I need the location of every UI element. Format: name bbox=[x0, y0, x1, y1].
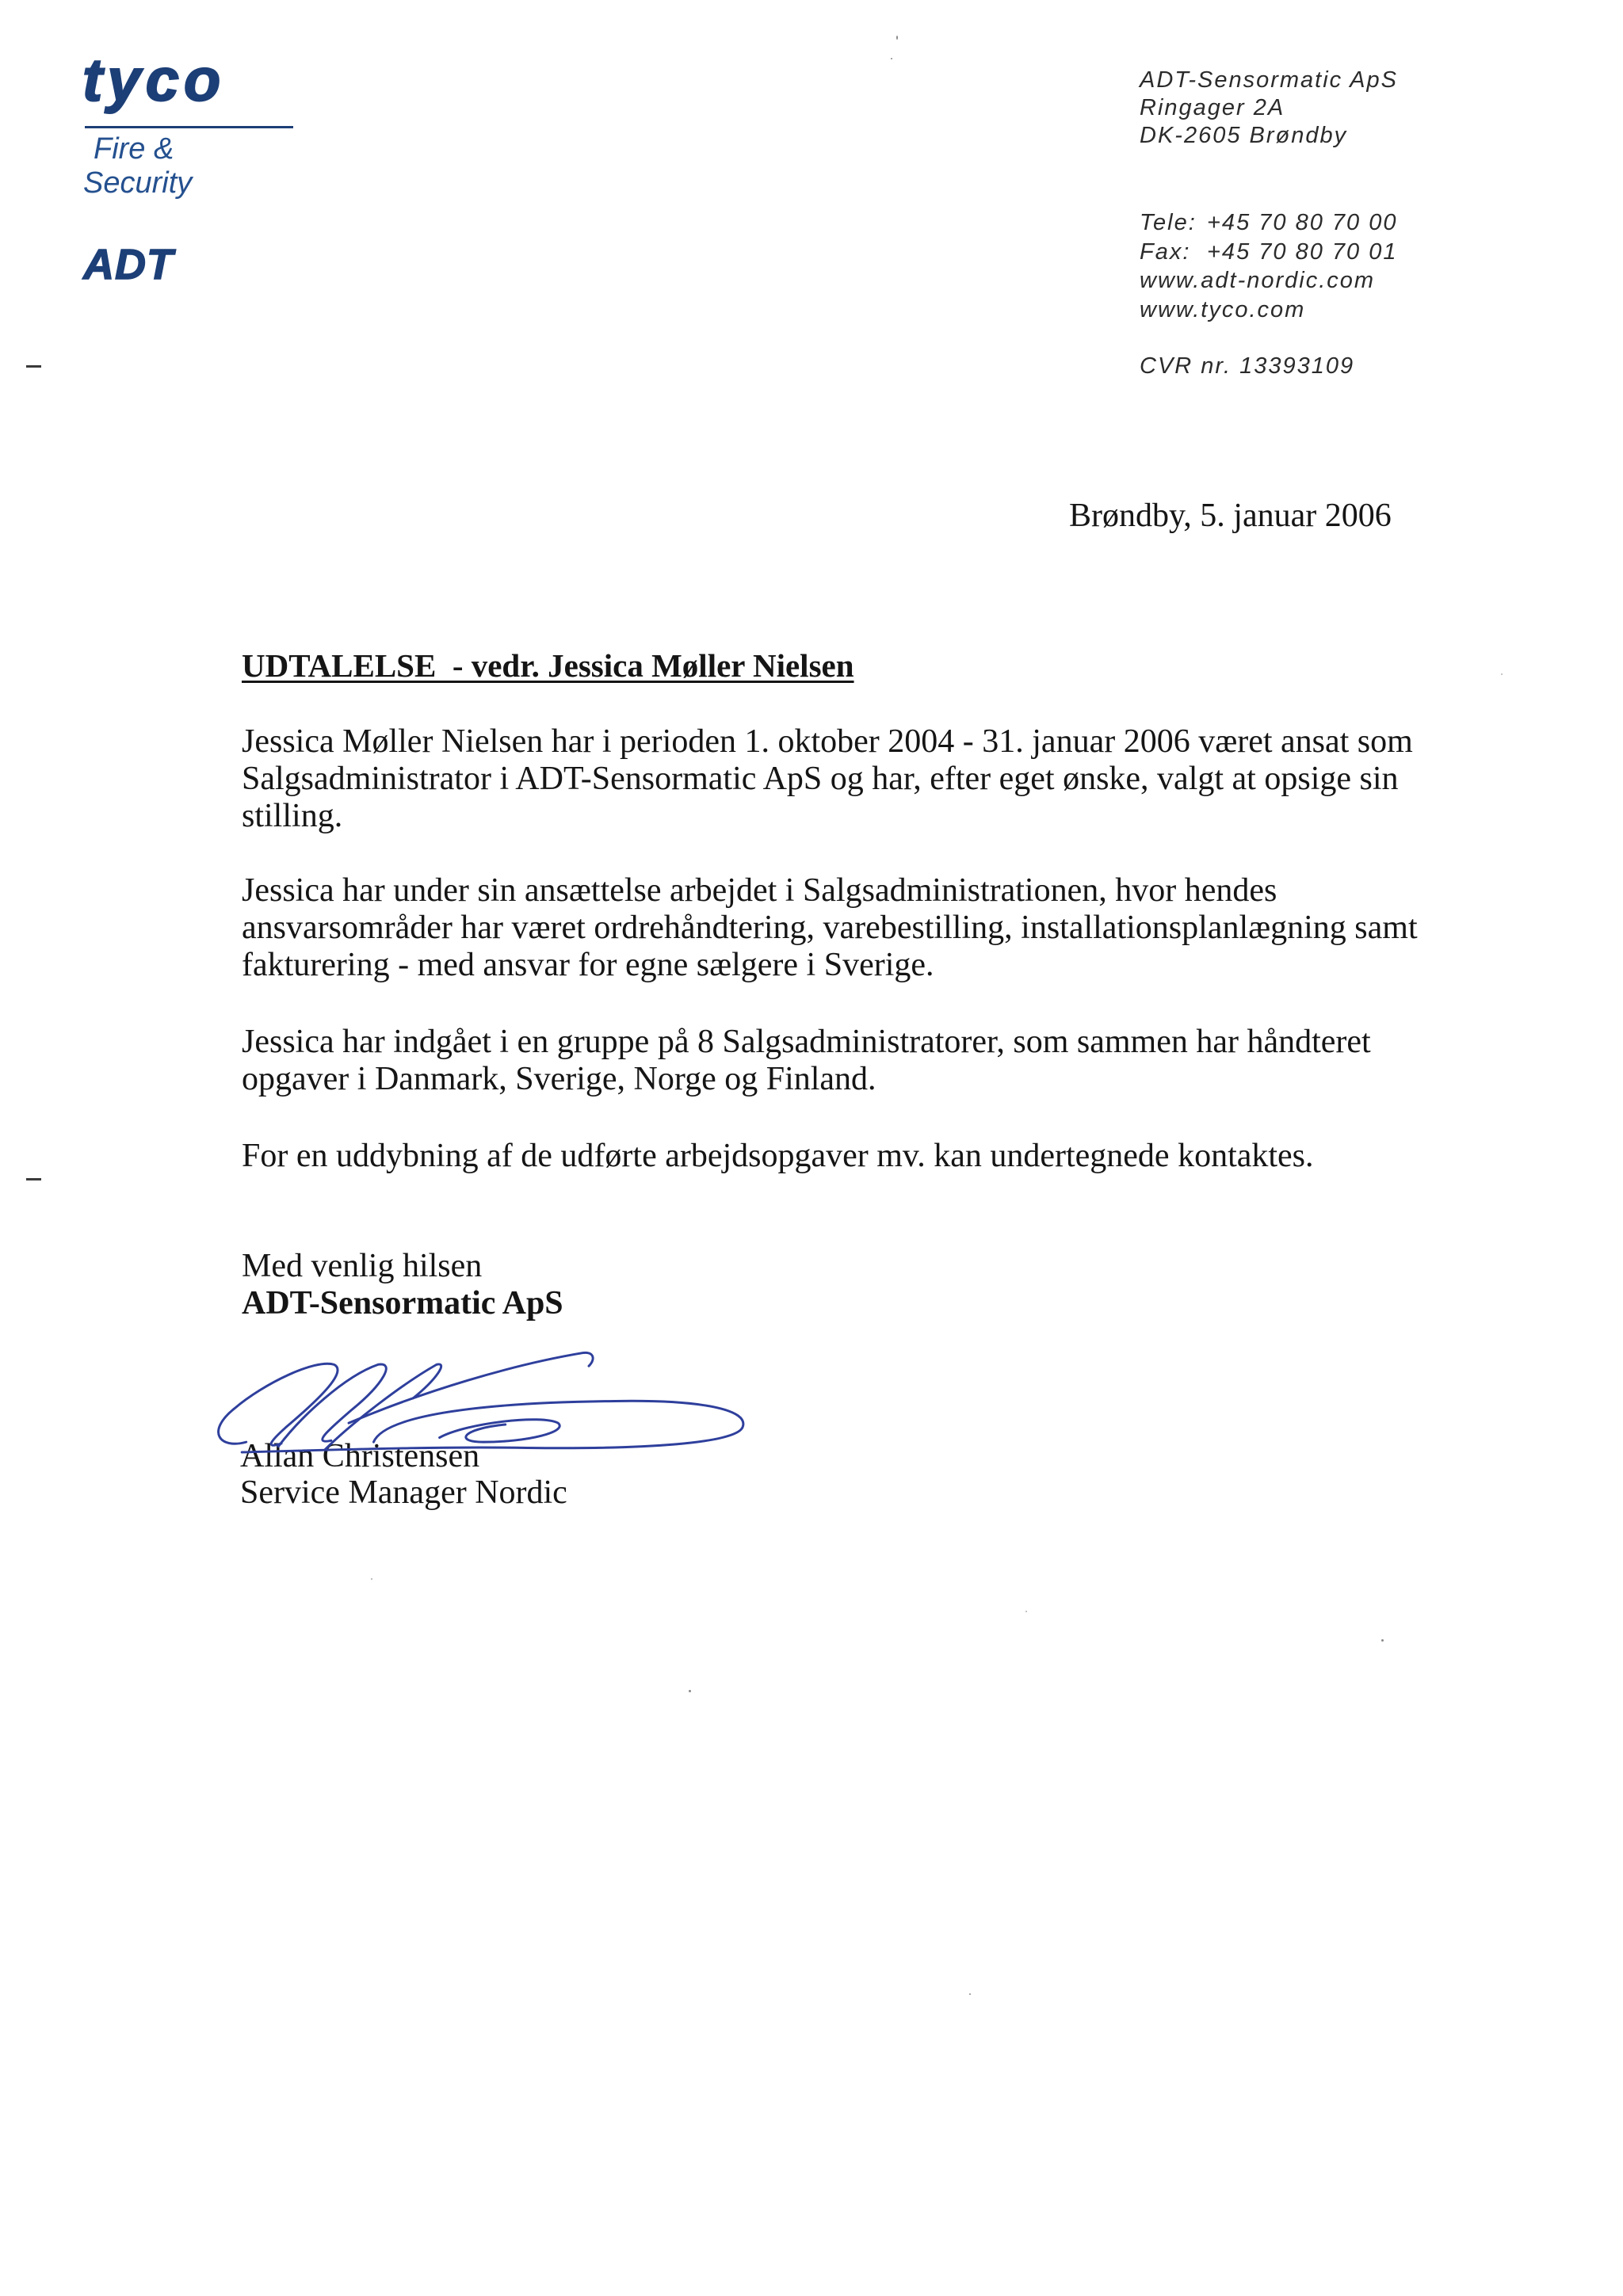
paragraph-line: fakturering - med ansvar for egne sælgere i Sverige. bbox=[242, 947, 934, 983]
scan-speck bbox=[1381, 1639, 1384, 1642]
scan-speck bbox=[896, 36, 898, 40]
website-tyco: www.tyco.com bbox=[1140, 296, 1306, 322]
paragraph-line: Salgsadministrator i ADT-Sensormatic ApS og har, efter eget ønske, valgt at opsige sin bbox=[242, 761, 1399, 797]
division-name-line2: Security bbox=[83, 166, 193, 200]
tyco-logo: tyco bbox=[82, 47, 226, 114]
closing-salutation: Med venlig hilsen bbox=[242, 1248, 483, 1284]
paragraph-line: Jessica har under sin ansættelse arbejdet i Salgsadministrationen, hvor hendes bbox=[242, 872, 1277, 909]
division-name-line1: Fire & bbox=[94, 132, 174, 166]
scan-speck bbox=[969, 1993, 971, 1995]
signature-stroke bbox=[278, 1364, 386, 1447]
letter-closing bbox=[242, 1248, 563, 1322]
paragraph-line: Jessica har indgået i en gruppe på 8 Salgsadministratorer, som sammen har håndteret bbox=[242, 1024, 1371, 1060]
phone-number: +45 70 80 70 00 bbox=[1207, 210, 1398, 235]
paragraph-line: Jessica Møller Nielsen har i perioden 1. oktober 2004 - 31. januar 2006 været ansat som bbox=[242, 723, 1413, 760]
company-contact bbox=[1140, 208, 1397, 324]
website-adt: www.adt-nordic.com bbox=[1140, 268, 1376, 293]
scan-speck bbox=[1501, 673, 1503, 675]
signatory bbox=[240, 1438, 567, 1511]
paragraph-employment bbox=[242, 723, 1413, 835]
letter-date: Brøndby, 5. januar 2006 bbox=[1069, 498, 1392, 534]
paragraph-line: opgaver i Danmark, Sverige, Norge og Finland. bbox=[242, 1061, 876, 1097]
fax-number: +45 70 80 70 01 bbox=[1207, 238, 1398, 265]
signature-stroke bbox=[325, 1364, 441, 1449]
letter-subject: UDTALELSE - vedr. Jessica Møller Nielsen bbox=[242, 647, 854, 684]
company-city: DK-2605 Brøndby bbox=[1140, 123, 1348, 148]
scan-speck bbox=[689, 1690, 691, 1692]
adt-logo: ADT bbox=[83, 241, 174, 288]
closing-company: ADT-Sensormatic ApS bbox=[242, 1285, 563, 1322]
fold-mark bbox=[26, 365, 41, 368]
fold-mark bbox=[26, 1178, 41, 1180]
signatory-name: Allan Christensen bbox=[240, 1438, 480, 1474]
paragraph-line: stilling. bbox=[242, 798, 343, 834]
paragraph-contact bbox=[242, 1138, 1314, 1175]
company-address bbox=[1140, 67, 1398, 150]
signatory-title: Service Manager Nordic bbox=[240, 1474, 567, 1511]
phone-label: Tele: bbox=[1140, 210, 1197, 235]
signature-stroke bbox=[349, 1352, 593, 1423]
company-street: Ringager 2A bbox=[1140, 95, 1285, 120]
fax-label: Fax: bbox=[1140, 238, 1191, 265]
scan-speck bbox=[1025, 1611, 1027, 1612]
company-name: ADT-Sensormatic ApS bbox=[1140, 67, 1398, 93]
scan-speck bbox=[891, 58, 892, 59]
paragraph-line: For en uddybning af de udførte arbejdsopgaver mv. kan undertegnede kontaktes. bbox=[242, 1138, 1314, 1174]
cvr-number: CVR nr. 13393109 bbox=[1140, 353, 1355, 379]
signature-stroke bbox=[219, 1363, 338, 1445]
logo-rule bbox=[85, 126, 293, 128]
scan-speck bbox=[371, 1578, 372, 1580]
paragraph-responsibilities bbox=[242, 872, 1418, 984]
paragraph-team bbox=[242, 1024, 1371, 1098]
fax-line bbox=[1140, 238, 1397, 267]
paragraph-line: ansvarsområder har været ordrehåndtering, varebestilling, installationsplanlægning samt bbox=[242, 910, 1418, 946]
phone-line bbox=[1140, 208, 1397, 238]
